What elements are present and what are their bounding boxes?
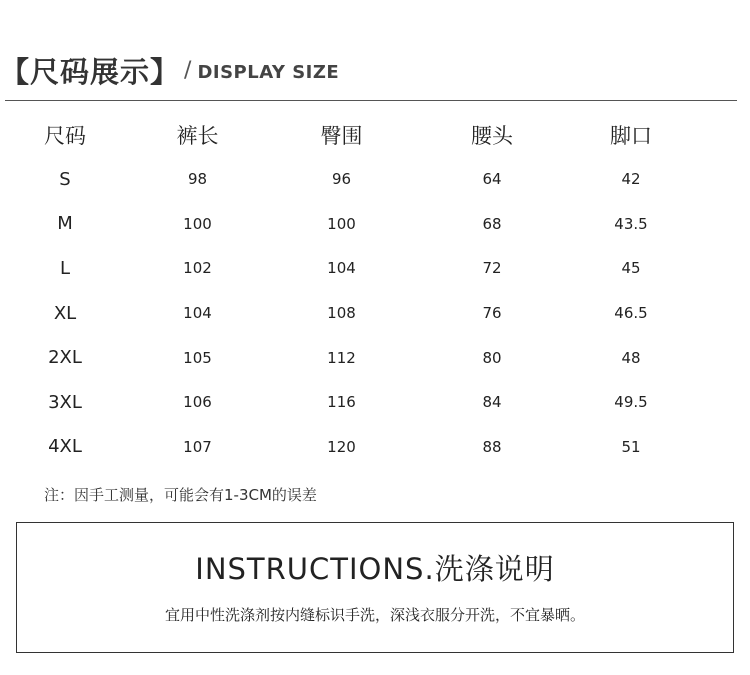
length-value: 102 (183, 259, 212, 278)
size-label: S (59, 168, 71, 190)
hem-value: 42 (621, 170, 641, 189)
hip-value: 120 (327, 437, 356, 456)
size-label: XL (53, 302, 77, 324)
length-value: 104 (183, 304, 212, 323)
column-header-length: 裤长 (176, 123, 219, 148)
hip-value: 116 (327, 393, 356, 412)
waist-value: 80 (482, 348, 502, 367)
size-label: 2XL (48, 347, 82, 369)
length-value: 106 (183, 393, 212, 412)
hem-value: 43.5 (614, 214, 648, 233)
section-title-en: DISPLAY SIZE (197, 61, 340, 83)
column-header-waist: 腰头 (471, 123, 513, 148)
instructions-box (16, 522, 734, 653)
instructions-text: 宜用中性洗涤剂按内缝标识手洗，深浅衣服分开洗，不宜暴晒。 (164, 606, 585, 624)
hip-value: 96 (331, 170, 352, 189)
waist-value: 68 (482, 214, 502, 233)
size-label: M (57, 213, 73, 235)
hip-value: 100 (327, 214, 356, 233)
length-value: 100 (183, 214, 212, 233)
section-header (0, 48, 339, 92)
size-table-header-row (0, 112, 750, 157)
hem-value: 46.5 (614, 304, 648, 323)
table-row (0, 291, 750, 336)
hip-value: 108 (327, 304, 356, 323)
size-label: 3XL (48, 391, 82, 413)
title-divider-slash: / (184, 57, 192, 83)
hip-value: 112 (327, 348, 356, 367)
waist-value: 88 (482, 437, 502, 456)
hem-value: 48 (621, 348, 641, 367)
measurement-note: 注：因手工测量，可能会有1-3CM的误差 (44, 486, 317, 504)
header-divider (5, 100, 737, 101)
waist-value: 84 (482, 393, 502, 412)
instructions-title: INSTRUCTIONS.洗涤说明 (195, 552, 555, 586)
size-label: L (59, 257, 71, 279)
column-header-hip: 臀围 (320, 123, 363, 148)
waist-value: 76 (482, 304, 502, 323)
table-row (0, 380, 750, 425)
hem-value: 49.5 (614, 393, 648, 412)
hip-value: 104 (327, 259, 356, 278)
length-value: 107 (183, 437, 212, 456)
waist-value: 72 (482, 259, 502, 278)
hem-value: 51 (621, 437, 641, 456)
column-header-size: 尺码 (44, 123, 86, 148)
waist-value: 64 (482, 170, 502, 189)
table-row (0, 157, 750, 202)
table-row (0, 425, 750, 470)
length-value: 98 (187, 170, 208, 189)
table-row (0, 335, 750, 380)
size-table (0, 112, 750, 469)
column-header-hem: 脚口 (610, 123, 652, 148)
hem-value: 45 (621, 259, 641, 278)
length-value: 105 (183, 348, 212, 367)
table-row (0, 246, 750, 291)
size-label: 4XL (48, 436, 82, 458)
section-title-cn: 【尺码展示】 (0, 54, 181, 89)
table-row (0, 202, 750, 247)
